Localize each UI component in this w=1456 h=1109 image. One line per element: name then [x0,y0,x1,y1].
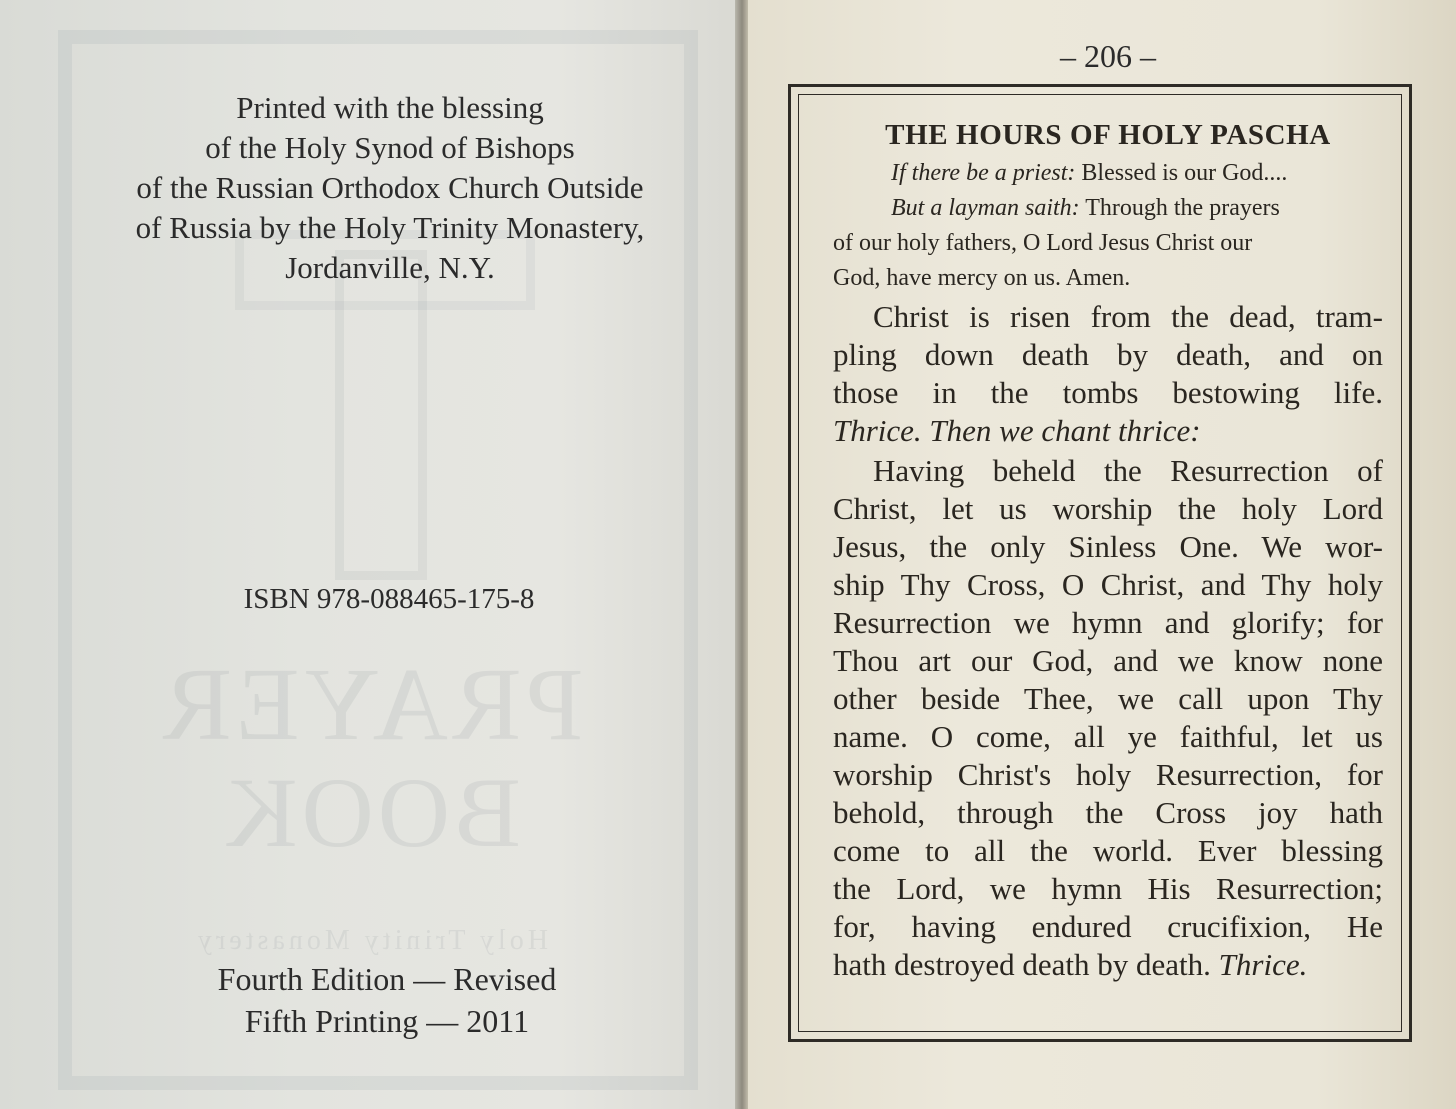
layman-prayer-line: of our holy fathers, O Lord Jesus Christ our [833,230,1253,256]
show-through-title-2: BOOK [221,757,521,868]
layman-rubric: But a layman saith: [891,195,1080,221]
show-through-title-1: PRAYER [158,647,584,762]
hymn-line: Jesus, the only Sinless One. We wor- [833,529,1383,564]
blessing-line: Printed with the blessing [236,90,544,125]
hymn-line: name. O come, all ye faithful, let us [833,719,1383,754]
right-page [748,0,1456,1109]
priest-line [833,156,1383,191]
section-title: THE HOURS OF HOLY PASCHA [885,119,1331,151]
show-through-publisher: Holy Trinity Monastery [193,925,549,956]
hymn-line: Resurrection we hymn and glorify; for [833,605,1383,640]
hymn-line: the Lord, we hymn His Resurrection; [833,871,1383,906]
hymn-line: Having beheld the Resurrection of [873,453,1383,488]
hymn-line: Thou art our God, and we know none [833,643,1383,678]
blessing-line: of the Russian Orthodox Church Outside [136,170,644,205]
troparion-line: those in the tombs bestowing life. [833,375,1383,410]
text-frame [788,84,1412,1042]
hymn-final-text: hath destroyed death by death. [833,947,1211,982]
thrice-rubric: Thrice. Then we chant thrice: [833,413,1201,448]
troparion-line: pling down death by death, and on [833,337,1383,372]
hymn-line: other beside Thee, we call upon Thy [833,681,1383,716]
hymn-final-line [833,946,1383,984]
hymn-line: ship Thy Cross, O Christ, and Thy holy [833,567,1383,602]
troparion-line: Christ is risen from the dead, tram- [873,299,1383,334]
edition-line: Fourth Edition — Revised [217,961,557,997]
book-gutter [735,0,749,1109]
blessing-line: of Russia by the Holy Trinity Monastery, [135,210,645,245]
blessing-line: of the Holy Synod of Bishops [205,130,575,165]
layman-text: Through the prayers [1085,195,1280,221]
layman-line [833,191,1383,226]
hymn-line: behold, through the Cross joy hath [833,795,1383,830]
show-through-cross [335,250,427,580]
blessing-line: Jordanville, N.Y. [285,250,495,285]
edition-info [0,958,742,1042]
blessing-statement [80,88,700,288]
layman-prayer-line: God, have mercy on us. Amen. [833,265,1131,291]
hymn-line: worship Christ's holy Resurrection, for [833,757,1383,792]
text-frame-inner [798,94,1402,1032]
hymn [833,452,1383,984]
priest-text: Blessed is our God.... [1081,160,1288,186]
page-content [833,119,1383,984]
hymn-line: for, having endured crucifixion, He [833,909,1383,944]
priest-rubric: If there be a priest: [891,160,1076,186]
printing-line: Fifth Printing — 2011 [244,1003,530,1039]
isbn: ISBN 978-088465-175-8 [243,583,535,615]
hymn-line: Christ, let us worship the holy Lord [833,491,1383,526]
hymn-end-rubric: Thrice. [1218,947,1308,982]
hymn-line: come to all the world. Ever blessing [833,833,1383,868]
page-number: – 206 – [1060,38,1156,74]
troparion [833,298,1383,450]
